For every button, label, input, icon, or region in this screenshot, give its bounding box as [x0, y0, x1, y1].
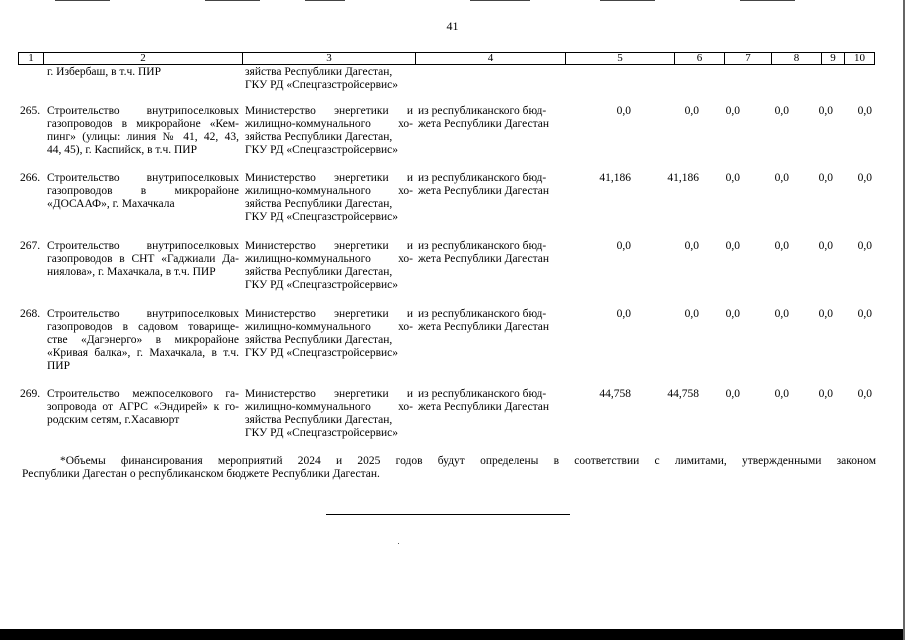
- responsible-executor: [245, 388, 413, 440]
- executor-line: ГКУ РД «Спецгазстройсервис»: [245, 144, 399, 156]
- row-number: 269.: [20, 388, 41, 400]
- funding-2026: 0,0: [857, 105, 872, 117]
- scan-speck: [398, 543, 399, 544]
- funding-source: [418, 105, 563, 131]
- funding-2024: 0,0: [774, 308, 789, 320]
- separator-line: [326, 514, 570, 515]
- executor-line: жилищно-коммунального хо-: [245, 118, 413, 130]
- project-name-line: зопровода от АГРС «Эндирей» к го-: [47, 401, 239, 413]
- responsible-executor: [245, 240, 413, 292]
- executor-line: зяйства Республики Дагестан,: [245, 198, 393, 210]
- funding-2022: 44,758: [667, 388, 699, 400]
- executor-line: Министерство энергетики и: [245, 105, 413, 117]
- funding-2022: 0,0: [684, 240, 699, 252]
- project-name: [47, 308, 239, 373]
- project-name-line: Строительство внутрипоселковых: [47, 308, 239, 320]
- funding-2022: 0,0: [684, 308, 699, 320]
- funding-total: 0,0: [616, 240, 631, 252]
- cont-responsible-executor: зяйства Республики Дагестан, ГКУ РД «Спецгазстройсервис»: [245, 66, 399, 91]
- project-name-line: «Кривая балка», г. Махачкала, в т.ч.: [47, 347, 239, 359]
- executor-line: зяйства Республики Дагестан,: [245, 131, 393, 143]
- project-name-line: ПИР: [47, 360, 71, 372]
- project-name-line: Строительство межпоселкового га-: [47, 388, 239, 400]
- funding-source: [418, 172, 563, 198]
- funding-2025: 0,0: [818, 172, 833, 184]
- funding-source-line: из республиканского бюд-: [418, 308, 547, 320]
- funding-2026: 0,0: [857, 172, 872, 184]
- executor-line: жилищно-коммунального хо-: [245, 401, 413, 413]
- responsible-executor: [245, 308, 413, 360]
- funding-source-line: жета Республики Дагестан: [418, 185, 550, 197]
- cont-project-name: г. Избербаш, в т.ч. ПИР: [47, 66, 162, 78]
- funding-2025: 0,0: [818, 105, 833, 117]
- funding-2025: 0,0: [818, 388, 833, 400]
- column-header: 1: [19, 53, 44, 65]
- project-name: [47, 172, 239, 211]
- funding-source-line: из республиканского бюд-: [418, 388, 547, 400]
- scan-bottom-edge: [0, 629, 905, 640]
- project-name-line: Строительство внутрипоселковых: [47, 105, 239, 117]
- executor-line: жилищно-коммунального хо-: [245, 253, 413, 265]
- funding-2026: 0,0: [857, 240, 872, 252]
- row-number: 267.: [20, 240, 41, 252]
- row-number: 265.: [20, 105, 41, 117]
- executor-line: зяйства Республики Дагестан,: [245, 266, 393, 278]
- funding-source: [418, 388, 563, 414]
- funding-2024: 0,0: [774, 172, 789, 184]
- project-name-line: газопроводов в микрорайоне: [47, 185, 239, 197]
- funding-total: 0,0: [616, 105, 631, 117]
- funding-2023: 0,0: [725, 308, 740, 320]
- funding-source-line: жета Республики Дагестан: [418, 401, 550, 413]
- funding-2023: 0,0: [725, 388, 740, 400]
- project-name-line: стве «Дагэнерго» в микрорайоне: [47, 334, 239, 346]
- executor-line: Министерство энергетики и: [245, 388, 413, 400]
- project-name-line: газопроводов в микрорайоне «Кем-: [47, 118, 239, 130]
- executor-line: Министерство энергетики и: [245, 308, 413, 320]
- executor-line: ГКУ РД «Спецгазстройсервис»: [245, 427, 399, 439]
- funding-total: 41,186: [599, 172, 631, 184]
- funding-2022: 41,186: [667, 172, 699, 184]
- executor-line: ГКУ РД «Спецгазстройсервис»: [245, 347, 399, 359]
- column-header: 9: [822, 53, 845, 65]
- executor-line: ГКУ РД «Спецгазстройсервис»: [245, 211, 399, 223]
- column-header-row: [18, 52, 875, 65]
- footnote: [22, 455, 876, 481]
- project-name: [47, 388, 239, 427]
- project-name-line: «ДОСААФ», г. Махачкала: [47, 198, 175, 210]
- funding-total: 44,758: [599, 388, 631, 400]
- funding-source-line: жета Республики Дагестан: [418, 321, 550, 333]
- column-header: 5: [566, 53, 675, 65]
- funding-2024: 0,0: [774, 388, 789, 400]
- column-header: 8: [772, 53, 822, 65]
- column-header: 6: [675, 53, 725, 65]
- funding-source-line: из республиканского бюд-: [418, 172, 547, 184]
- project-name: [47, 240, 239, 279]
- funding-source-line: из республиканского бюд-: [418, 105, 547, 117]
- scan-top-edge: [0, 0, 905, 2]
- funding-source-line: жета Республики Дагестан: [418, 118, 550, 130]
- responsible-executor: [245, 172, 413, 224]
- executor-line: Министерство энергетики и: [245, 240, 413, 252]
- project-name-line: 44, 45), г. Каспийск, в т.ч. ПИР: [47, 144, 198, 156]
- executor-line: зяйства Республики Дагестан,: [245, 334, 393, 346]
- funding-2023: 0,0: [725, 240, 740, 252]
- funding-2024: 0,0: [774, 105, 789, 117]
- column-header: 10: [845, 53, 875, 65]
- funding-2023: 0,0: [725, 105, 740, 117]
- executor-line: зяйства Республики Дагестан,: [245, 414, 393, 426]
- column-header: 7: [725, 53, 772, 65]
- footnote-line-1: *Объемы финансирования мероприятий 2024 и 2025 годов будут определены в соответствии с лимитами, утвержденными законом: [60, 455, 876, 467]
- funding-2025: 0,0: [818, 308, 833, 320]
- funding-2026: 0,0: [857, 308, 872, 320]
- funding-2022: 0,0: [684, 105, 699, 117]
- funding-2024: 0,0: [774, 240, 789, 252]
- project-name-line: родским сетям, г.Хасавюрт: [47, 414, 180, 426]
- page-number: 41: [446, 19, 459, 33]
- row-number: 268.: [20, 308, 41, 320]
- row-number: 266.: [20, 172, 41, 184]
- funding-2026: 0,0: [857, 388, 872, 400]
- column-header: 4: [416, 53, 566, 65]
- column-header: 3: [243, 53, 416, 65]
- funding-source: [418, 308, 563, 334]
- executor-line: ГКУ РД «Спецгазстройсервис»: [245, 279, 399, 291]
- project-name-line: газопроводов в СНТ «Гаджиали Да-: [47, 253, 239, 265]
- project-name-line: Строительство внутрипоселковых: [47, 240, 239, 252]
- project-name: [47, 105, 239, 157]
- executor-line: жилищно-коммунального хо-: [245, 321, 413, 333]
- responsible-executor: [245, 105, 413, 157]
- executor-line: жилищно-коммунального хо-: [245, 185, 413, 197]
- project-name-line: Строительство внутрипоселковых: [47, 172, 239, 184]
- funding-source-line: из республиканского бюд-: [418, 240, 547, 252]
- project-name-line: ниялова», г. Махачкала, в т.ч. ПИР: [47, 266, 216, 278]
- column-header: 2: [44, 53, 243, 65]
- funding-source-line: жета Республики Дагестан: [418, 253, 550, 265]
- funding-source: [418, 240, 563, 266]
- project-name-line: газопроводов в садовом товарище-: [47, 321, 239, 333]
- funding-2023: 0,0: [725, 172, 740, 184]
- executor-line: Министерство энергетики и: [245, 172, 413, 184]
- footnote-line-2: Республики Дагестан о республиканском бюджете Республики Дагестан.: [22, 468, 380, 480]
- funding-2025: 0,0: [818, 240, 833, 252]
- funding-total: 0,0: [616, 308, 631, 320]
- project-name-line: пинг» (улицы: линия № 41, 42, 43,: [47, 131, 239, 143]
